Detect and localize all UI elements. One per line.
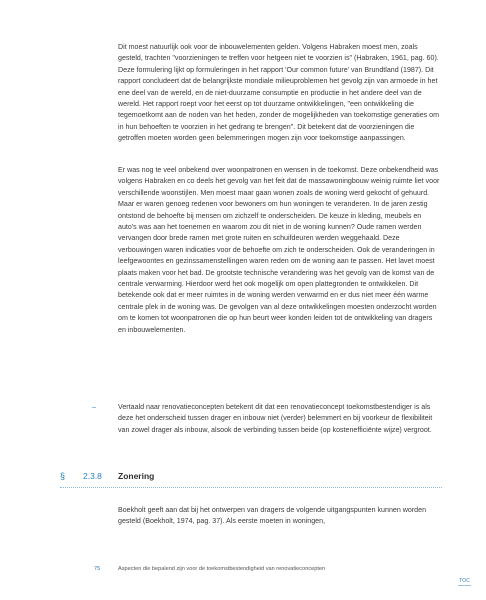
section-symbol: § <box>60 471 66 481</box>
section-divider <box>60 487 442 488</box>
page-number: 75 <box>94 566 101 572</box>
toc-link[interactable]: TOC <box>459 578 471 584</box>
section-title: Zonering <box>118 471 155 481</box>
paragraph-woonpatronen: Er was nog te veel onbekend over woonpatronen en wensen in de toekomst. Deze onbekendheid was volgens Habraken en co deels het gevolg van het feit dat de massawoningbouw weinig ruimte liet voor verschillende woonstijlen. Men moest maar gaan wonen zoals de woning werd gekocht of gehuurd. Maar er waren genoeg redenen voor bewoners om hun woningen te veranderen. In de jaren zestig ontstond de behoefte bij mensen om zichzelf te onderscheiden. De keuze in kleding, meubels en auto's was aan het toenemen en waarom zou dit niet in de woning kunnen? Oude ramen werden vervangen door brede ramen met grote ruiten en schuifdeuren werden weggehaald. Deze verbouwingen waren indicaties voor de behoefte om zich te onderscheiden. Ook de veranderingen in leefgewoontes en gezinssamenstellingen waren reden om de woning aan te passen. Het lavet moest plaats maken voor het bad. De grootste technische verandering was het gevolg van de komst van de centrale verwarming. Hierdoor werd het ook mogelijk om open plattegronden te ontwikkelen. Dit betekende ook dat er meer ruimtes in de woning werden verwarmd en er dus niet meer één warme centrale plek in de woning was. De gevolgen van al deze ontwikkelingen moesten onderzocht worden om te komen tot woonpatronen die op hun beurt weer konden leiden tot de ontwikkeling van dragers en inbouwelementen. <box>118 166 440 334</box>
running-footer: Aspecten die bepalend zijn voor de toekomstbestendigheid van renovatieconcepten <box>118 566 326 572</box>
toc-underline <box>458 585 471 586</box>
section-number: 2.3.8 <box>83 471 102 481</box>
paragraph-boekholt: Boekholt geeft aan dat bij het ontwerpen van dragers de volgende uitgangspunten kunnen worden gesteld (Boekholt, 1974, pag. 37). Als eerste moeten in woningen, <box>118 506 427 526</box>
paragraph-inbouwelementen: Dit moest natuurlijk ook voor de inbouwelementen gelden. Volgens Habraken moest men, zoals gesteld, trachten "voorzieningen te treffen voor hetgeen niet te voorzien is" (Habraken, 1961, pag. 60). Deze formulering lijkt op formuleringen in het rapport 'Our common future' van Brundtland (1987). Dit rapport concludeert dat de belangrijkste mondiale milieuproblemen het gevolg zijn van armoede in het ene deel van de wereld, en de niet-duurzame consumptie en productie in het andere deel van de wereld. Het rapport roept voor het eerst op tot duurzame ontwikkelingen, "een ontwikkeling die tegemoetkomt aan de noden van het heden, zonder de mogelijkheden van toekomstige generaties om in hun behoeften te voorzien in het gedrang te brengen". Dit betekent dat de voorzieningen die getroffen moeten worden geen belemmeringen mogen zijn voor toekomstige aanpassingen. <box>118 43 440 143</box>
dash-marker: – <box>92 403 96 411</box>
bullet-text: Vertaald naar renovatieconcepten betekent dit dat een renovatieconcept toekomstbestendiger is als deze het onderscheid tussen drager en inbouw niet (verder) belemmert en bij voorkeur de flexibiliteit van zowel drager als inbouw, alsook de verbinding tussen beide (op kostenefficiënte wijze) vergroot. <box>118 403 433 434</box>
